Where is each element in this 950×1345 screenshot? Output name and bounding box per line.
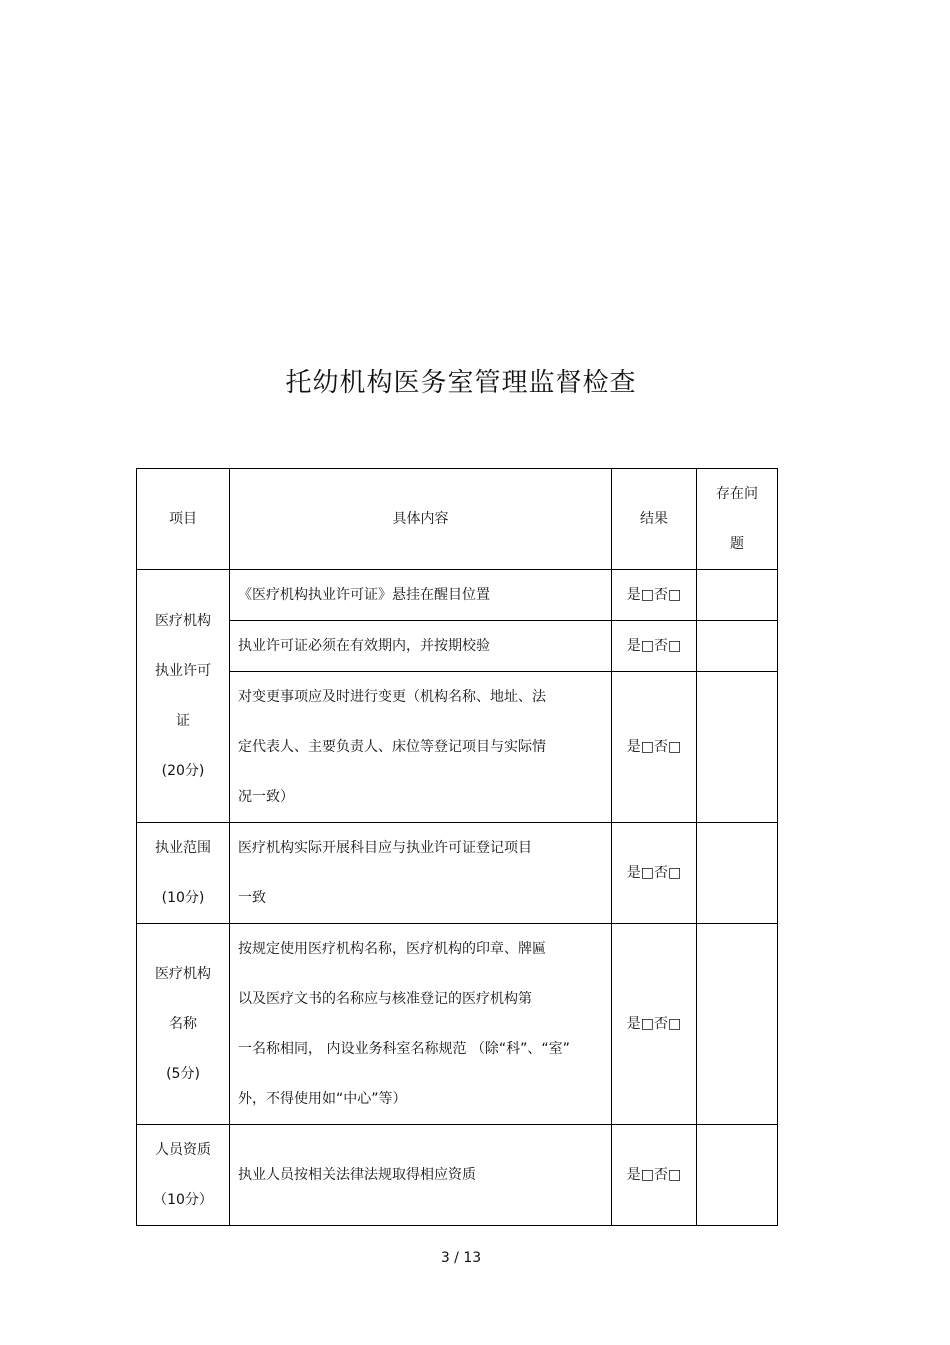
header-issue [697, 469, 778, 570]
issue-cell[interactable] [697, 924, 778, 1125]
content-line: 外，不得使用如“中心”等） [238, 1091, 407, 1107]
page-number: 3 / 13 [440, 1250, 482, 1266]
result-checkbox-cell[interactable]: 是□否□ [612, 823, 697, 924]
table-row [137, 924, 778, 1125]
result-checkbox-cell[interactable]: 是□否□ [612, 1125, 697, 1226]
issue-cell[interactable] [697, 621, 778, 672]
item-cell-license [137, 570, 230, 823]
result-checkbox-cell[interactable]: 是□否□ [612, 924, 697, 1125]
content-line: 定代表人、主要负责人、床位等登记项目与实际情 [238, 739, 546, 755]
item-label-line: 人员资质 [155, 1142, 211, 1158]
document-title: 托幼机构医务室管理监督检查 [285, 368, 637, 398]
item-label-line: 证 [176, 713, 190, 729]
result-checkbox-cell[interactable]: 是□否□ [612, 570, 697, 621]
content-cell [230, 570, 612, 621]
issue-cell[interactable] [697, 1125, 778, 1226]
header-issue-line: 存在问 [716, 486, 758, 502]
content-line: 《医疗机构执业许可证》悬挂在醒目位置 [238, 587, 490, 603]
result-checkbox-cell[interactable]: 是□否□ [612, 621, 697, 672]
issue-cell[interactable] [697, 672, 778, 823]
issue-cell[interactable] [697, 823, 778, 924]
table-row [137, 570, 778, 621]
content-cell [230, 621, 612, 672]
content-cell [230, 1125, 612, 1226]
content-line: 对变更事项应及时进行变更（机构名称、地址、法 [238, 689, 546, 705]
table-row [137, 823, 778, 924]
content-line: 况一致） [238, 789, 294, 805]
item-label-line: (10分) [161, 890, 205, 906]
header-content: 具体内容 [230, 469, 612, 570]
item-label-line: 医疗机构 [155, 966, 211, 982]
content-line: 一名称相同， 内设业务科室名称规范 （除“科”、“室” [238, 1041, 570, 1057]
table-row [137, 621, 778, 672]
content-line: 医疗机构实际开展科目应与执业许可证登记项目 [238, 840, 532, 856]
content-cell [230, 672, 612, 823]
item-label-line: 执业范围 [155, 840, 211, 856]
content-line: 执业许可证必须在有效期内，并按期校验 [238, 638, 490, 654]
content-line: 按规定使用医疗机构名称，医疗机构的印章、牌匾 [238, 941, 546, 957]
item-label-line: 执业许可 [155, 663, 211, 679]
item-label-line: 医疗机构 [155, 613, 211, 629]
item-label-line: (5分) [166, 1066, 200, 1082]
item-label-line: 名称 [169, 1016, 197, 1032]
content-line: 执业人员按相关法律法规取得相应资质 [238, 1167, 476, 1183]
content-line: 一致 [238, 890, 266, 906]
content-line: 以及医疗文书的名称应与核准登记的医疗机构第 [238, 991, 532, 1007]
item-label-line: （10分） [153, 1192, 213, 1208]
content-cell [230, 823, 612, 924]
header-result: 结果 [612, 469, 697, 570]
item-cell-scope [137, 823, 230, 924]
header-issue-line: 题 [730, 536, 744, 552]
issue-cell[interactable] [697, 570, 778, 621]
table-row [137, 1125, 778, 1226]
item-cell-name [137, 924, 230, 1125]
content-cell [230, 924, 612, 1125]
item-cell-staff [137, 1125, 230, 1226]
item-label-line: (20分) [161, 763, 205, 779]
table-header-row [137, 469, 778, 570]
table-row [137, 672, 778, 823]
header-item: 项目 [137, 469, 230, 570]
result-checkbox-cell[interactable]: 是□否□ [612, 672, 697, 823]
inspection-table [136, 468, 778, 1226]
